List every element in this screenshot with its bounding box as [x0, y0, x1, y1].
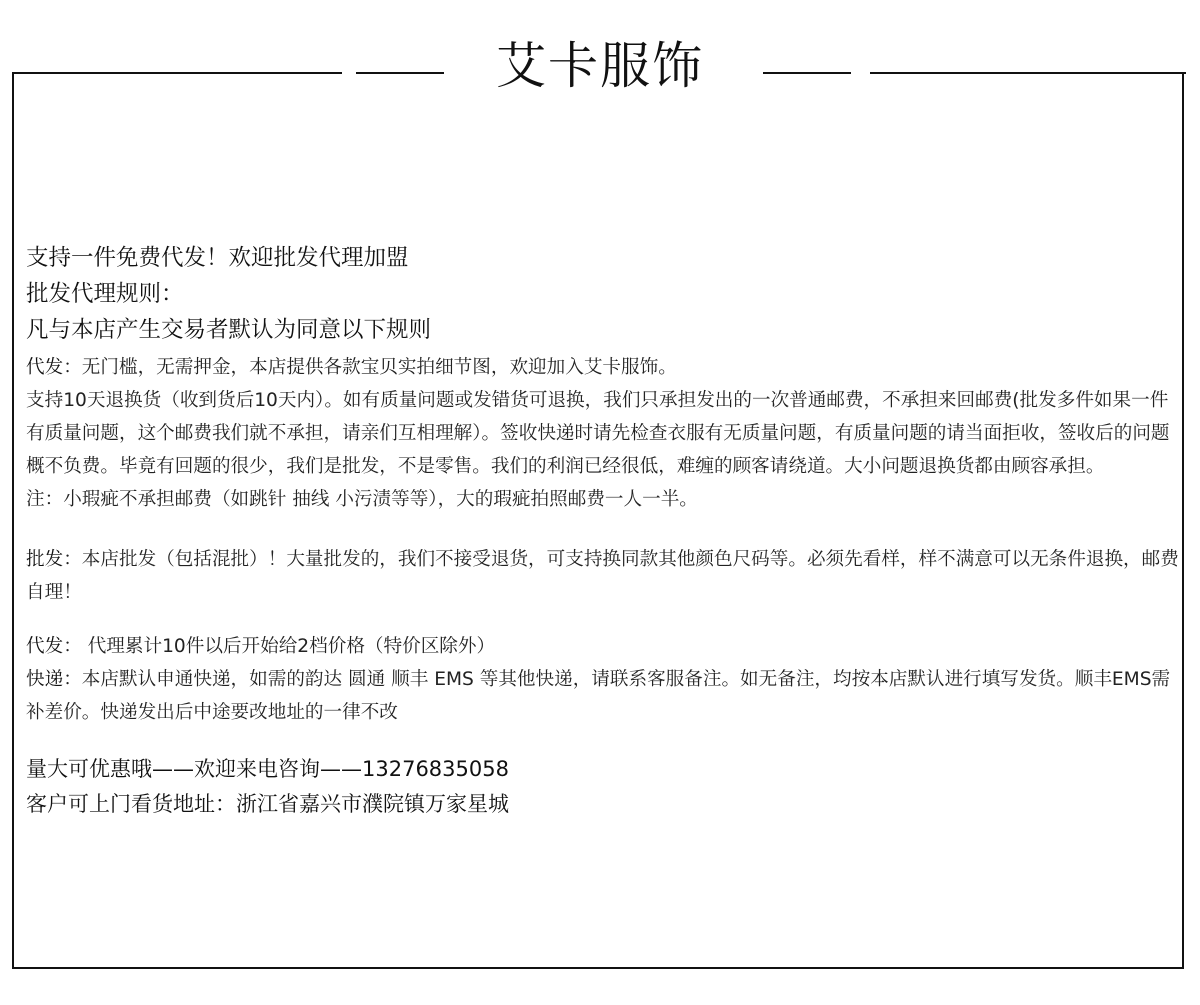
intro-line-1: 支持一件免费代发！欢迎批发代理加盟 — [26, 245, 409, 271]
shipping-text: ：本店默认申通快递，如需的韵达 圆通 顺丰 EMS 等其他快递，请联系客服备注。如无备注，均按本店默认进行填写发货。顺丰EMS需补差价。快递发出后中途要改地址的一律不改 — [26, 669, 1171, 723]
wholesale-text: ：本店批发（包括混批）！大量批发的，我们不接受退货，可支持换同款其他颜色尺码等。必须先看样，样不满意可以无条件退换，邮费自理！ — [26, 549, 1179, 603]
dropship-intro — [26, 351, 1182, 384]
agent-text: ： 代理累计10件以后开始给2档价格（特价区除外） — [63, 636, 496, 657]
wholesale-paragraph — [26, 543, 1182, 609]
defect-note: 注：小瑕疵不承担邮费（如跳针 抽线 小污渍等等），大的瑕疵拍照邮费一人一半。 — [26, 489, 698, 510]
shipping-label: 快递 — [26, 669, 64, 690]
contact-address: 客户可上门看货地址：浙江省嘉兴市濮院镇万家星城 — [26, 792, 509, 816]
shipping-paragraph — [26, 663, 1182, 729]
intro-line-2: 批发代理规则： — [26, 281, 184, 307]
wholesale-label: 批发 — [26, 549, 64, 570]
intro-line-3: 凡与本店产生交易者默认为同意以下规则 — [26, 317, 432, 343]
page-title-wrap — [0, 34, 1200, 98]
page-title: 艾卡服饰 — [466, 37, 734, 95]
return-policy-paragraph: 支持10天退换货（收到货后10天内）。如有质量问题或发错货可退换，我们只承担发出的一次普通邮费，不承担来回邮费(批发多件如果一件有质量问题，这个邮费我们就不承担，请亲们互相理解）。签收快递时请先检查衣服有无质量问题，有质量问题的请当面拒收，签收后的问题概不负费。毕竟有回题的很少，我们是批发，不是零售。我们的利润已经很低，难缠的顾客请绕道。大小问题退换货都由顾容承担。 — [26, 390, 1170, 477]
agent-label: 代发 — [26, 636, 64, 657]
dropship-intro-text: ：无门槛，无需押金，本店提供各款宝贝实拍细节图，欢迎加入艾卡服饰。 — [63, 357, 677, 378]
contact-phone: 量大可优惠哦——欢迎来电咨询——13276835058 — [26, 757, 509, 781]
dropship-label: 代发 — [26, 357, 64, 378]
policy-content — [26, 240, 1182, 822]
agent-paragraph — [26, 630, 1182, 663]
